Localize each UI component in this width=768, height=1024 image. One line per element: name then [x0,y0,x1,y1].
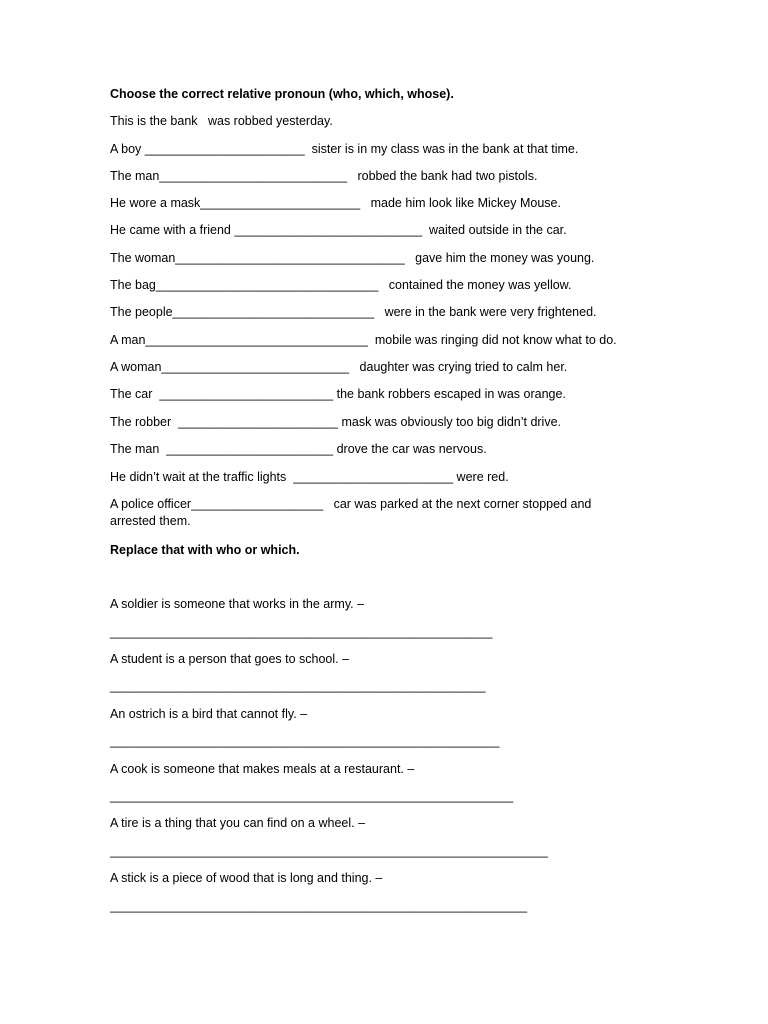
answer-line-2: ______________________________________________________ [110,679,486,693]
exercise-sentence-10: A woman___________________________ daughter was crying tried to calm her. [110,360,568,374]
replace-sentence-4: A cook is someone that makes meals at a restaurant. – [110,762,415,776]
answer-line-1: _______________________________________________________ [110,625,493,639]
exercise-sentence-9: A man________________________________ mobile was ringing did not know what to do. [110,333,617,347]
exercise-sentence-14: He didn’t wait at the traffic lights _______________________ were red. [110,470,509,484]
exercise-sentence-1: This is the bank was robbed yesterday. [110,114,333,128]
answer-line-5: _______________________________________________________________ [110,844,548,858]
exercise-sentence-8: The people_____________________________ were in the bank were very frightened. [110,305,597,319]
replace-sentence-5: A tire is a thing that you can find on a wheel. – [110,816,366,830]
exercise-sentence-11: The car _________________________ the bank robbers escaped in was orange. [110,387,566,401]
replace-sentence-1: A soldier is someone that works in the army. – [110,597,365,611]
exercise-sentence-5: He came with a friend ___________________________ waited outside in the car. [110,223,567,237]
replace-sentence-3: An ostrich is a bird that cannot fly. – [110,707,308,721]
exercise-sentence-13: The man ________________________ drove the car was nervous. [110,442,487,456]
exercise-sentence-12: The robber _______________________ mask was obviously too big didn’t drive. [110,415,562,429]
answer-line-3: ________________________________________________________ [110,734,500,748]
section1-heading: Choose the correct relative pronoun (who, which, whose). [110,87,454,101]
exercise-sentence-15: A police officer___________________ car was parked at the next corner stopped and arrested them. [110,497,595,528]
exercise-sentence-2: A boy _______________________ sister is in my class was in the bank at that time. [110,142,579,156]
answer-line-4: __________________________________________________________ [110,789,514,803]
replace-sentence-6: A stick is a piece of wood that is long and thing. – [110,871,383,885]
exercise-sentence-4: He wore a mask_______________________ made him look like Mickey Mouse. [110,196,561,210]
exercise-sentence-7: The bag________________________________ contained the money was yellow. [110,278,572,292]
exercise-sentence-6: The woman_________________________________ gave him the money was young. [110,251,595,265]
exercise-sentence-3: The man___________________________ robbed the bank had two pistols. [110,169,538,183]
section2-heading: Replace that with who or which. [110,543,300,557]
answer-line-6: ____________________________________________________________ [110,899,528,913]
replace-sentence-2: A student is a person that goes to school. – [110,652,350,666]
